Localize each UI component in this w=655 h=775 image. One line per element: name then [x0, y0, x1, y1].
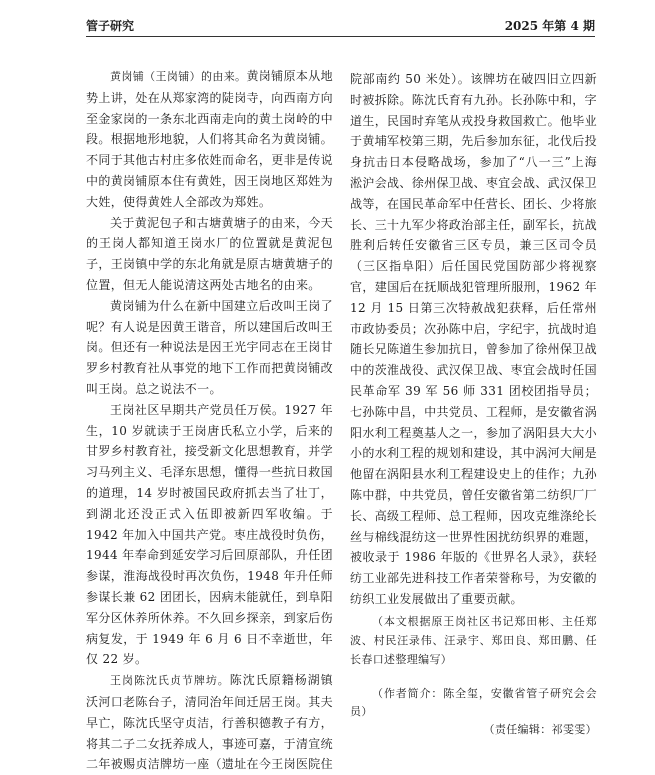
- page-header: [86, 18, 595, 34]
- author-note: （作者简介：陈全玺，安徽省管子研究会会员）: [350, 686, 597, 718]
- paragraph-chen-descendants: 院部南约 50 米处）。该牌坊在破四旧立四新时被拆除。陈沈氏育有九孙。长孙陈中和，字道生，民国时弃笔从戎投身救国救亡。他毕业于黄埔军校第三期，先后参加东征，北伐后投身抗击日本侵略战场，参加了“八一三”上海淞沪会战、徐州保卫战、枣宜会战、武汉保卫战等，在国民革命军中任营长、团长、少将旅长、三十九军少将政治部主任，副军长，抗战胜利后转任安徽省三区专员，兼三区司令员（三区指阜阳）后任国民党国防部少将视察官，建国后在抚顺战犯管理所服刑，1962 年 12 月 15 日第三次特赦战犯获释，后任常州市政协委员；次孙陈中启，字纪宇，抗战时追随长兄陈道生参加抗日，曾参加了徐州保卫战中的茨淮战役、武汉保卫战、枣宜会战时任国民革命军 39 军 56 师 331 团校团指导员；七孙陈中昌，中共党员、工程师，是安徽省涡阳水利工程奠基人之一，参加了涡阳县大大小小的水利工程的规划和建设，其中涡河大闸是他留在涡阳县水利工程建设史上的佳作；九孙陈中群，中共党员，曾任安徽省第二纺织厂厂长、高级工程师、总工程师，因攻克维涤纶长丝与棉线混纺这一世界性困扰纺织界的难题，被收录于 1986 年版的《世界名人录》，获轻纺工业部先进科技工作者荣誉称号，为安徽的纺织工业发展做出了重要贡献。: [350, 72, 598, 606]
- header-divider: [86, 36, 595, 37]
- paragraph-chastity-arch: [86, 670, 333, 775]
- paragraph-rename: 黄岗铺为什么在新中国建立后改叫王岗了呢？有人说是因黄王谐音，所以建国后改叫王岗。但还有一种说法是因王光宇同志在王岗甘罗乡村教育社从事党的地下工作而把黄岗铺改叫王岗。总之说法不一。: [86, 298, 334, 396]
- left-column: [86, 66, 333, 775]
- journal-name: 管子研究: [86, 19, 135, 33]
- paragraph-ren-wanhou: 王岗社区早期共产党员任万侯。1927 年生，10 岁就读于王岗唐氏私立小学，后来的甘罗乡村教育社，接受新文化思想教育，并学习马列主义、毛泽东思想，懂得一些抗日救国的道理，14 岁时被国民政府抓去当了壮丁，到湖北还没正式入伍即被新四军收编。于 1942 年加入中国共产党。枣庄战役时负伤，1944 年奉命到延安学习后回原部队，升任团参谋，淮海战役时再次负伤，1948 年升任师参谋长兼 62 团团长，因病未能就任，到阜阳军分区休养所休养。不久回乡探亲，到家后伤病复发，于 1949 年 6 月 6 日不幸逝世，年仅 22 岁。: [86, 402, 334, 667]
- section-lead: 黄岗铺（王岗铺）的由来。: [110, 70, 247, 83]
- source-note: （本文根据原王岗社区书记郑田彬、主任郑波、村民汪录伟、汪录宇、郑田良、郑田鹏、任长春口述整理编写）: [350, 614, 597, 666]
- paragraph-text: 黄岗铺原本从地势上讲，处在从郑家湾的陡岗寺，向西南方向至金家岗的一条东北西南走向的黄土岗岭的中段。根据地形地貌，人们将其命名为黄岗铺。不同于其他古村庄多依姓而命名，更非是传说中的黄岗铺原本住有黄姓，因王岗地区郑姓为大姓，使得黄姓人全部改为郑姓。: [86, 69, 334, 209]
- right-column: [350, 69, 597, 739]
- paragraph-huangnibaozi: 关于黄泥包子和古塘黄塘子的由来，今天的王岗人都知道王岗水厂的位置就是黄泥包子，王岗镇中学的东北角就是原古塘黄塘子的位置，但无人能说清这两处古地名的由来。: [86, 215, 334, 292]
- paragraph-huanggangpu-origin: [86, 66, 333, 213]
- issue-number: 2025 年第 4 期: [504, 19, 595, 33]
- section-lead: 王岗陈沈氏贞节牌坊。: [110, 674, 230, 688]
- editor-note: （责任编辑：祁雯雯）: [483, 722, 597, 736]
- paragraph-text: 陈沈氏原籍杨湖镇沃河口老陈台子，清同治年间迁居王岗。其夫早亡，陈沈氏坚守贞洁，行善积德教子有方，将其二子二女抚养成人，事迹可嘉，于清宣统二年被赐贞洁牌坊一座（遗址在今王岗医院住: [86, 673, 334, 772]
